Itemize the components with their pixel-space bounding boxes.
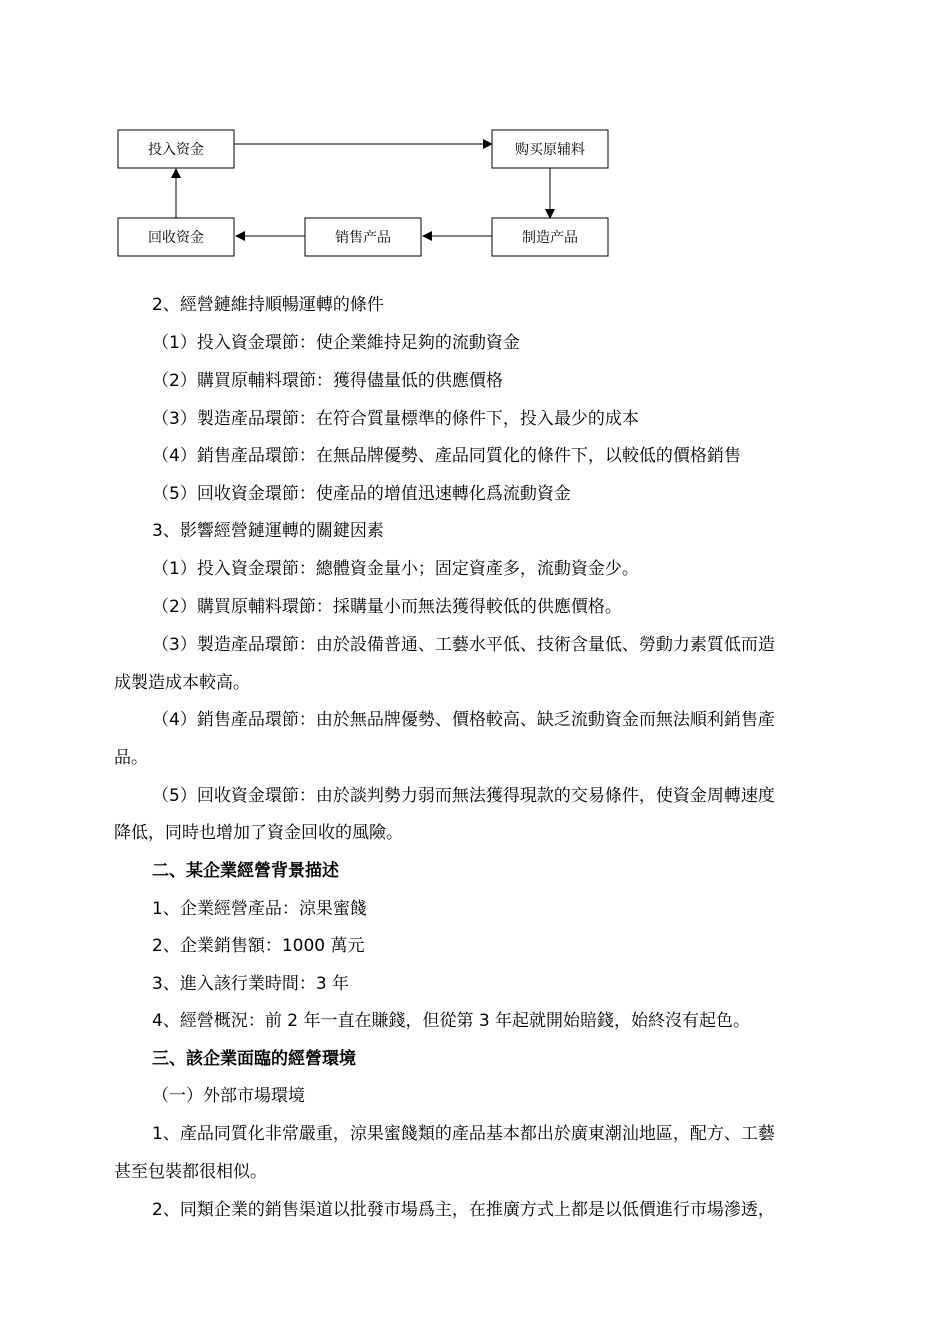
node-label: 销售产品	[335, 230, 391, 246]
market-1-line-2: 甚至包裝都很相似。	[114, 1162, 267, 1182]
factor-4-line-1: （4）銷售產品環節：由於無品牌優勢、價格較高、缺乏流動資金而無法順利銷售產	[152, 710, 775, 730]
node-sell	[305, 218, 421, 256]
node-make	[492, 218, 608, 256]
factor-5-line-1: （5）回收資金環節：由於談判勢力弱而無法獲得現款的交易條件，使資金周轉速度	[152, 786, 775, 806]
heading-key-factors: 3、影響經營鏈運轉的關鍵因素	[152, 521, 384, 541]
factor-4-line-2: 品。	[114, 748, 148, 768]
factor-2: （2）購買原輔料環節：採購量小而無法獲得較低的供應價格。	[152, 597, 622, 617]
node-label: 投入资金	[148, 142, 204, 158]
condition-3: （3）製造產品環節：在符合質量標準的條件下，投入最少的成本	[152, 409, 639, 429]
condition-1: （1）投入資金環節：使企業維持足夠的流動資金	[152, 333, 520, 353]
background-overview: 4、經營概況：前 2 年一直在賺錢，但從第 3 年起就開始賠錢，始終沒有起色。	[152, 1011, 751, 1031]
factor-3-line-2: 成製造成本較高。	[114, 673, 250, 693]
background-years: 3、進入該行業時間：3 年	[152, 974, 350, 994]
node-buy	[492, 130, 608, 168]
condition-5: （5）回收資金環節：使產品的增值迅速轉化爲流動資金	[152, 484, 571, 504]
business-cycle-flowchart	[0, 0, 950, 280]
node-recover	[118, 218, 234, 256]
condition-4: （4）銷售產品環節：在無品牌優勢、產品同質化的條件下，以較低的價格銷售	[152, 446, 741, 466]
section-heading-environment: 三、該企業面臨的經營環境	[152, 1049, 356, 1069]
heading-conditions: 2、經營鏈維持順暢運轉的條件	[152, 295, 384, 315]
factor-3-line-1: （3）製造產品環節：由於設備普通、工藝水平低、技術含量低、勞動力素質低而造	[152, 635, 775, 655]
factor-5-line-2: 降低，同時也增加了資金回收的風險。	[114, 823, 403, 843]
background-sales: 2、企業銷售額：1000 萬元	[152, 936, 365, 956]
node-label: 制造产品	[522, 230, 578, 246]
factor-1: （1）投入資金環節：總體資金量小；固定資產多，流動資金少。	[152, 559, 639, 579]
subheading-external-market: （一）外部市場環境	[152, 1086, 305, 1106]
market-1-line-1: 1、產品同質化非常嚴重，涼果蜜餞類的產品基本都出於廣東潮汕地區，配方、工藝	[152, 1124, 775, 1144]
market-2-line-1: 2、同類企業的銷售渠道以批發市場爲主，在推廣方式上都是以低價進行市場滲透，	[152, 1200, 775, 1220]
section-heading-background: 二、某企業經營背景描述	[152, 861, 339, 881]
node-label: 购买原辅料	[515, 142, 585, 158]
condition-2: （2）購買原輔料環節：獲得儘量低的供應價格	[152, 371, 503, 391]
background-product: 1、企業經營產品：涼果蜜餞	[152, 899, 367, 919]
node-invest	[118, 130, 234, 168]
node-label: 回收资金	[148, 230, 204, 246]
